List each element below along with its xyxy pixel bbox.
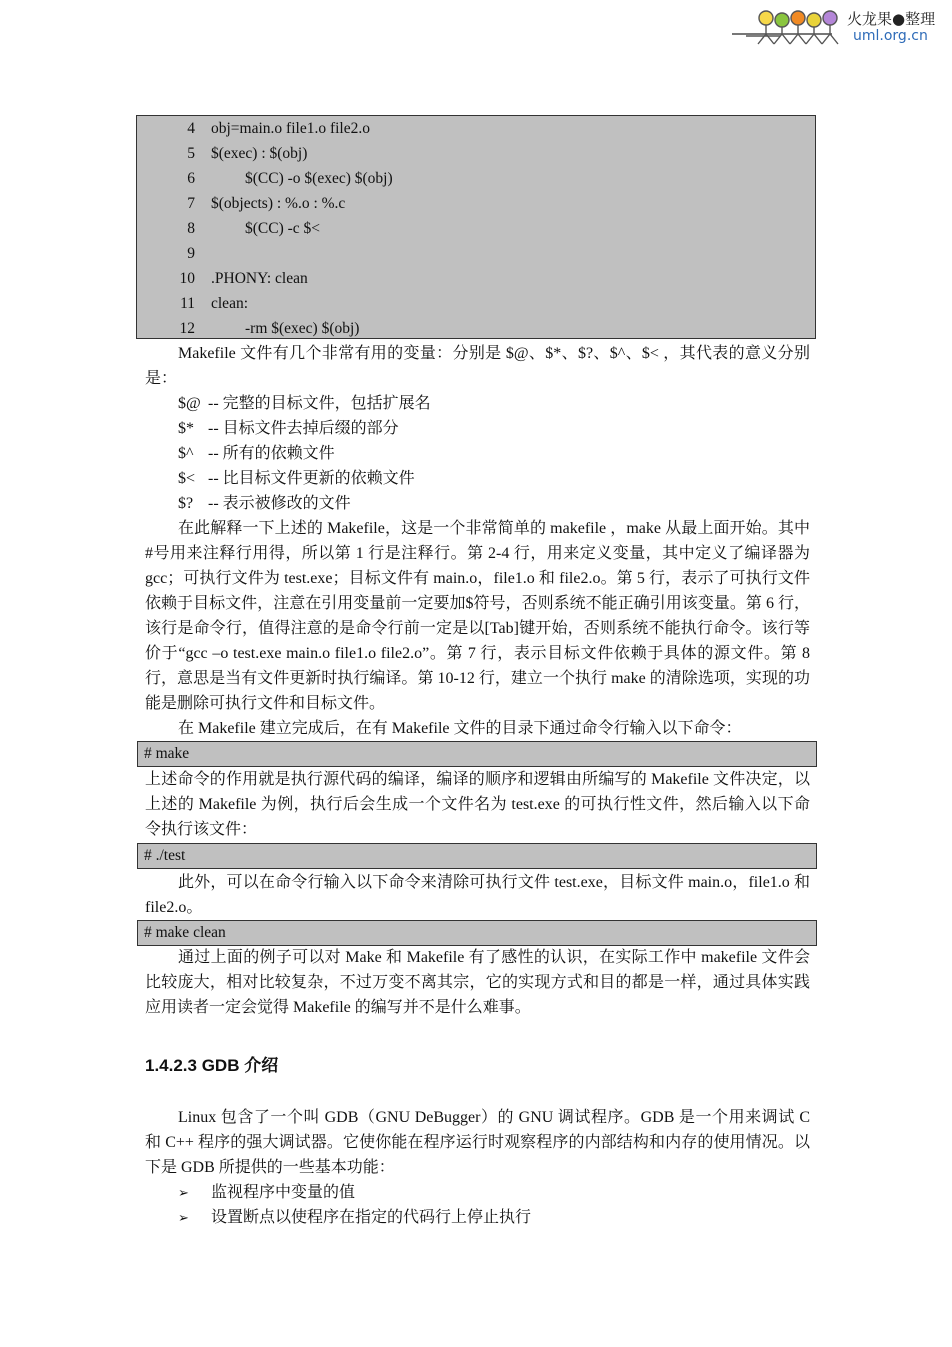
code-text: $(CC) -c $< — [245, 220, 321, 237]
makefile-code-block — [136, 115, 816, 339]
line-number: 8 — [187, 220, 195, 237]
make-intro-paragraph: 在 Makefile 建立完成后，在有 Makefile 文件的目录下通过命令行输入以下命令： — [178, 720, 742, 737]
variables-list — [178, 391, 431, 516]
variable-row — [178, 466, 431, 491]
list-item — [178, 1180, 531, 1205]
code-text: $(CC) -o $(exec) $(obj) — [245, 170, 393, 187]
bullet-arrow-icon: ➢ — [178, 1186, 189, 1201]
clean-intro-paragraph: 此外，可以在命令行输入以下命令来清除可执行文件 test.exe，目标文件 main.o，file1.o 和 file2.o。 — [145, 874, 810, 916]
code-line — [137, 166, 815, 191]
line-number: 11 — [180, 295, 195, 312]
logo-name: 火龙果●整理 — [847, 10, 936, 28]
bullet-arrow-icon: ➢ — [178, 1211, 189, 1226]
code-line — [137, 241, 815, 266]
code-text: .PHONY: clean — [211, 270, 308, 287]
line-number: 4 — [187, 120, 195, 137]
list-item-text: 监视程序中变量的值 — [211, 1184, 356, 1201]
variable-symbol: $@ — [178, 395, 201, 412]
gdb-intro-paragraph: Linux 包含了一个叫 GDB（GNU DeBugger）的 GNU 调试程序。GDB 是一个用来调试 C 和 C++ 程序的强大调试器。它使你能在程序运行时观察程序的内部结构和内存的使用情况。以下是 GDB 所提供的一些基本功能： — [145, 1109, 810, 1176]
variable-row — [178, 441, 431, 466]
line-number: 6 — [187, 170, 195, 187]
variable-symbol: $? — [178, 495, 194, 512]
code-line — [137, 191, 815, 216]
line-number: 12 — [179, 320, 195, 337]
explanation-paragraph: 在此解释一下上述的 Makefile，这是一个非常简单的 makefile ，make 从最上面开始。其中#号用来注释行用得，所以第 1 行是注释行。第 2-4 行，用来定义变量，其中定义了编译器为 gcc；可执行文件为 test.exe；目标文件有 main.o，file1.o 和 file2.o。第 5 行，表示了可执行文件依赖于目标文件，注意在引用变量前一定要加$符号，否则系统不能正确引用该变量。第 6 行，该行是命令行，值得注意的是命令行前一定是以[Tab]键开始，否则系统不能执行命令。该行等价于“gcc –o test.exe main.o file1.o file2.o”。第 7 行，表示目标文件依赖于具体的源文件。第 8 行，意思是当有文件更新时执行编译。第 10-12 行，建立一个执行 make 的清除选项，实现的功能是删除可执行文件和目标文件。 — [145, 520, 810, 712]
variable-symbol: $* — [178, 420, 194, 437]
code-text: $(objects) : %.o : %.c — [211, 195, 346, 212]
code-text: $(exec) : $(obj) — [211, 145, 308, 162]
variable-row — [178, 391, 431, 416]
code-text: clean: — [211, 295, 249, 312]
code-line — [137, 141, 815, 166]
variable-description: -- 目标文件去掉后缀的部分 — [208, 420, 399, 437]
code-line — [137, 266, 815, 291]
code-text: obj=main.o file1.o file2.o — [211, 120, 370, 137]
make-result-paragraph: 上述命令的作用就是执行源代码的编译，编译的顺序和逻辑由所编写的 Makefile 文件决定，以上述的 Makefile 为例，执行后会生成一个文件名为 test.exe 的可执行性文件，然后输入以下命令执行该文件： — [145, 771, 810, 838]
variables-intro-paragraph: Makefile 文件有几个非常有用的变量：分别是 $@、$*、$?、$^、$< ，其代表的意义分别是： — [145, 345, 810, 387]
make-command-box: # make — [137, 741, 817, 767]
gdb-features-list — [178, 1180, 531, 1230]
variable-row — [178, 416, 431, 441]
section-heading: 1.4.2.3 GDB 介绍 — [145, 1056, 279, 1075]
variable-description: -- 表示被修改的文件 — [208, 495, 351, 512]
line-number: 10 — [179, 270, 195, 287]
variable-description: -- 完整的目标文件，包括扩展名 — [208, 395, 431, 412]
code-line — [137, 291, 815, 316]
list-item-text: 设置断点以使程序在指定的代码行上停止执行 — [211, 1209, 532, 1226]
variable-description: -- 比目标文件更新的依赖文件 — [208, 470, 415, 487]
line-number: 9 — [187, 245, 195, 262]
variable-description: -- 所有的依赖文件 — [208, 445, 335, 462]
clean-command-box: # make clean — [137, 920, 817, 946]
logo-url: uml.org.cn — [853, 28, 928, 44]
code-line — [137, 316, 815, 341]
code-text: -rm $(exec) $(obj) — [245, 320, 360, 337]
summary-paragraph: 通过上面的例子可以对 Make 和 Makefile 有了感性的认识，在实际工作中 makefile 文件会比较庞大，相对比较复杂，不过万变不离其宗，它的实现方式和目的都是一样，通过具体实践应用读者一定会觉得 Makefile 的编写并不是什么难事。 — [145, 949, 810, 1016]
variable-symbol: $< — [178, 470, 196, 487]
code-line — [137, 216, 815, 241]
test-command-box: # ./test — [137, 843, 817, 869]
list-item — [178, 1205, 531, 1230]
line-number: 7 — [187, 195, 195, 212]
line-number: 5 — [187, 145, 195, 162]
variable-row — [178, 491, 431, 516]
code-line — [137, 116, 815, 141]
variable-symbol: $^ — [178, 445, 194, 462]
